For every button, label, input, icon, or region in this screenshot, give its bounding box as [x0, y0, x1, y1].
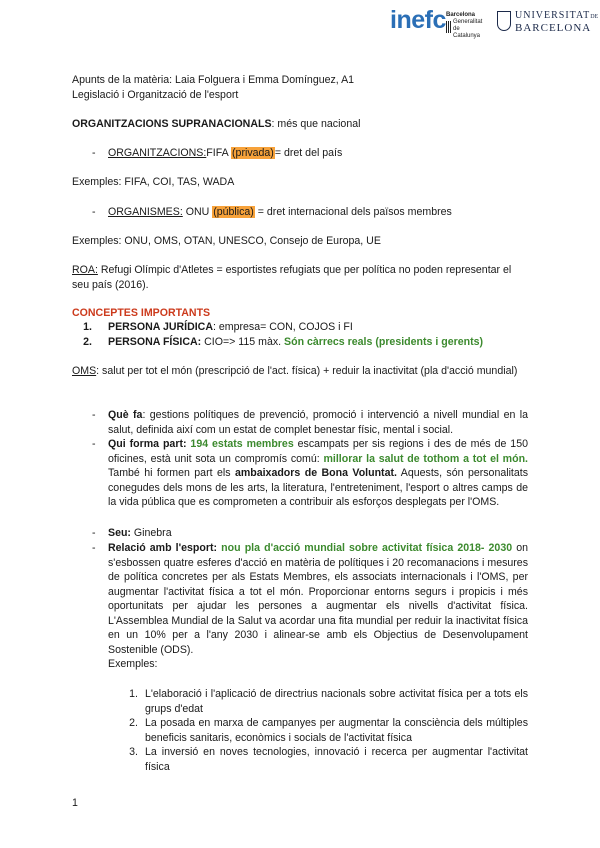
relacio-esport-label: Relació amb l'esport:	[108, 542, 218, 554]
roa-label: ROA:	[72, 264, 98, 276]
persona-fisica-green: Són càrrecs reals (presidents i gerents)	[284, 336, 484, 348]
persona-juridica-text: : empresa= CON, COJOS i FI	[212, 321, 353, 333]
que-fa-label: Què fa	[108, 409, 143, 421]
organismes-text-b: = dret internacional dels països membres	[254, 206, 452, 218]
persona-juridica-label: PERSONA JURÍDICA	[108, 321, 213, 333]
bullet-dash: -	[92, 527, 96, 539]
seu-text: Ginebra	[130, 527, 172, 539]
millorar-salut-green: millorar la salut de tothom a tot el món.	[323, 452, 528, 465]
pla-accio-green: nou pla d'acció mundial sobre activitat física 2018- 2030	[217, 542, 513, 554]
persona-fisica-label: PERSONA FÍSICA:	[108, 336, 202, 348]
organismes-line	[108, 205, 452, 220]
organismes-text-a: ONU	[182, 206, 213, 218]
organitzacions-line	[108, 146, 342, 161]
bullet-dash: -	[92, 147, 96, 159]
roa-text: Refugi Olímpic d'Atletes = esportistes refugiats que per política no poden representar el seu país (2016).	[72, 264, 512, 291]
list-number: 1.	[83, 321, 92, 333]
example-item-2: La posada en marxa de campanyes per augmentar la consciència dels múltiples beneficis sanitaris, econòmics i socials de l'activitat física	[145, 717, 528, 744]
bullet-dash: -	[92, 438, 96, 450]
ub-logo-de: DE	[590, 14, 599, 20]
page-number: 1	[72, 797, 78, 809]
ub-logo	[515, 11, 598, 33]
section-supranational-subtitle: : més que nacional	[271, 118, 361, 130]
bullet-dash: -	[92, 206, 96, 218]
section-supranational-heading	[72, 117, 360, 132]
oms-seu	[108, 526, 172, 541]
qui-forma-part-text-1: escampats per sis regions i des de més de 150 oficines, està unit sota un compromís comú:	[108, 438, 528, 465]
section-concepts-title: CONCEPTES IMPORTANTS	[72, 307, 211, 319]
ub-logo-line-1: UNIVERSITAT	[515, 10, 591, 21]
examples-label: Exemples:	[108, 658, 158, 670]
seu-label: Seu:	[108, 527, 131, 539]
qui-forma-part-label: Qui forma part:	[108, 438, 187, 450]
intro-authors: Apunts de la matèria: Laia Folguera i Emma Domínguez, A1	[72, 74, 355, 86]
list-number: 2.	[129, 717, 138, 729]
ub-shield-icon	[497, 11, 511, 31]
oms-que-fa	[108, 408, 528, 437]
list-number: 1.	[129, 688, 138, 700]
oms-label: OMS	[72, 365, 97, 377]
inefc-logo-text: inefc	[390, 6, 446, 34]
ambaixadors-bold: ambaixadors de Bona Voluntat.	[234, 467, 397, 479]
examples-organitzacions: Exemples: FIFA, COI, TAS, WADA	[72, 176, 235, 188]
generalitat-line-2: Generalitat	[453, 19, 483, 25]
bullet-dash: -	[92, 542, 96, 554]
list-number: 2.	[83, 336, 92, 348]
bullet-dash: -	[92, 409, 96, 421]
qui-forma-part-text-2: També hi formen part els	[108, 467, 235, 479]
ub-logo-line-2: BARCELONA	[515, 22, 592, 34]
persona-juridica-line	[108, 320, 353, 335]
que-fa-text: : gestions polítiques de prevenció, promoció i intervenció a nivell mundial en la salut, definida així com un estat de complet benestar físic, mental i social.	[108, 409, 529, 436]
roa-paragraph	[72, 263, 528, 292]
generalitat-emblem-icon	[446, 21, 451, 33]
generalitat-logo	[446, 12, 486, 40]
intro-subject: Legislació i Organització de l'esport	[72, 89, 239, 101]
oms-text: : salut per tot el món (prescripció de l'act. física) + reduir la inactivitat (pla d'acció mundial)	[96, 365, 518, 377]
oms-relacio-esport	[108, 541, 528, 657]
list-number: 3.	[129, 746, 138, 758]
generalitat-line-1: Barcelona	[446, 12, 476, 18]
example-item-3: La inversió en noves tecnologies, innovació i recerca per augmentar l'activitat física	[145, 746, 528, 773]
section-supranational-title: ORGANITZACIONS SUPRANACIONALS	[72, 118, 272, 130]
example-item-1: L'elaboració i l'aplicació de directrius nacionals sobre activitat física per a tots els grups d'edat	[145, 688, 528, 715]
organitzacions-label: ORGANITZACIONS:	[108, 147, 207, 159]
oms-intro	[72, 364, 528, 379]
inefc-logo	[390, 6, 446, 35]
estats-membres-green: 194 estats membres	[186, 438, 294, 450]
privada-highlight: (privada)	[232, 147, 274, 159]
organismes-label: ORGANISMES:	[108, 206, 183, 218]
persona-fisica-line	[108, 335, 483, 350]
organitzacions-text-a: FIFA	[206, 147, 232, 159]
relacio-esport-text: on s'esbossen quatre esferes d'acció en matèria de polítiques i 20 recomanacions i mesures de política concretes per als Estats Membres, els associats internacionals i l'OMS, per augmentar l'activitat física a tot el món. Proporcionar entorns segurs i propicis i més oportunitats per ajudar les persones a augmentar els nivells d'activitat física. L'Assemblea Mundial de la Salut va acordar una fita mundial per reduir la inactivitat física en un 10% per a l'any 2030 i alinear-se amb els Objectius de Desenvolupament Sostenible (ODS).	[108, 542, 529, 656]
examples-organismes: Exemples: ONU, OMS, OTAN, UNESCO, Consejo de Europa, UE	[72, 235, 381, 247]
persona-fisica-text: CIO=> 115 màx.	[201, 336, 285, 348]
organitzacions-text-b: = dret del país	[274, 147, 343, 159]
oms-qui-forma-part	[108, 437, 528, 510]
generalitat-line-3: de Catalunya	[453, 26, 481, 39]
publica-highlight: (pública)	[213, 206, 254, 218]
qui-forma-part-text-3: Aquests, són personalitats conegudes dels mons de les arts, la literatura, l'entreteniment, l'esport o altres camps de la vida pública que es comprometen a contribuir als esforços desplegats per l'OMS.	[108, 467, 529, 508]
